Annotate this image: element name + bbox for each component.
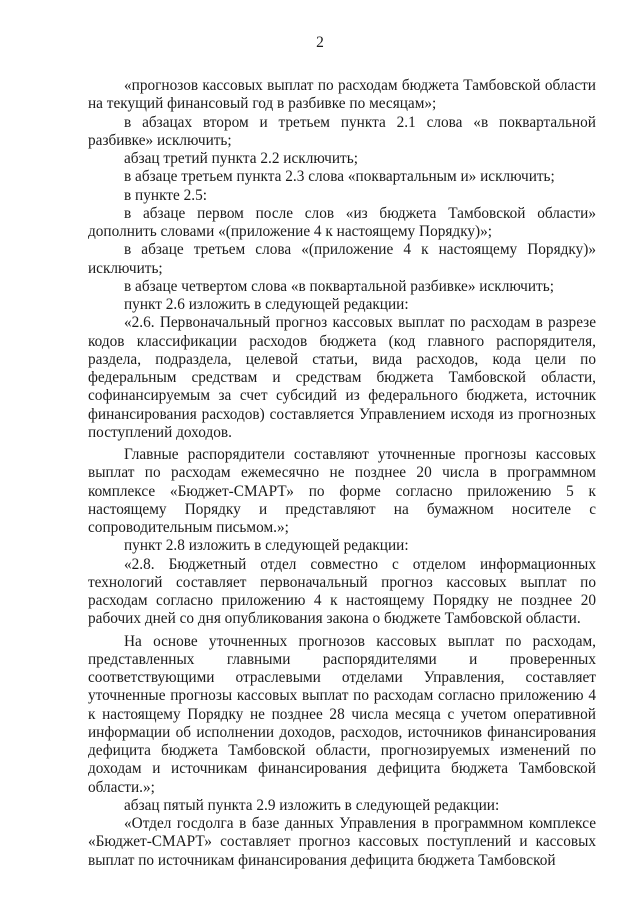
paragraph: На основе уточненных прогнозов кассовых выплат по расходам, представленных главными распорядителями и проверенных соответствующими отраслевыми отделами Управления, составляет уточненные прогнозы кассовых выплат по расходам согласно приложению 4 к настоящему Порядку не позднее 28 числа месяца с учетом оперативной информации об исполнении доходов, расходов, источников финансирования дефицита бюджета Тамбовской области, прогнозируемых изменений по доходам и источникам финансирования дефицита бюджета Тамбовской области.»; bbox=[88, 632, 596, 796]
paragraph: в абзаце третьем пункта 2.3 слова «поквартальным и» исключить; bbox=[124, 168, 555, 186]
paragraph: в абзацах втором и третьем пункта 2.1 слова «в поквартальной разбивке» исключить; bbox=[88, 113, 596, 149]
paragraph: Главные распорядители составляют уточненные прогнозы кассовых выплат по расходам ежемесячно не позднее 20 числа в программном комплексе «Бюджет-СМАРТ» по форме согласно приложению 5 к настоящему Порядку и представляют на бумажном носителе с сопроводительным письмом.»; bbox=[88, 446, 596, 536]
paragraph: в абзаце третьем слова «(приложение 4 к настоящему Порядку)» исключить; bbox=[88, 241, 596, 277]
paragraph: «прогнозов кассовых выплат по расходам бюджета Тамбовской области на текущий финансовый год в разбивке по месяцам»; bbox=[88, 77, 596, 113]
document-body bbox=[88, 77, 596, 870]
page-number: 2 bbox=[316, 34, 324, 51]
paragraph: пункт 2.8 изложить в следующей редакции: bbox=[124, 537, 409, 555]
paragraph: «2.8. Бюджетный отдел совместно с отделом информационных технологий составляет первоначальный прогноз кассовых выплат по расходам согласно приложению 4 к настоящему Порядку не позднее 20 рабочих дней со дня опубликования закона о бюджете Тамбовской области. bbox=[88, 555, 596, 628]
paragraph: абзац пятый пункта 2.9 изложить в следующей редакции: bbox=[124, 796, 500, 814]
paragraph: в абзаце четвертом слова «в поквартальной разбивке» исключить; bbox=[124, 277, 554, 295]
paragraph: «Отдел госдолга в базе данных Управления в программном комплексе «Бюджет-СМАРТ» составляет прогноз кассовых поступлений и кассовых выплат по источникам финансирования дефицита бюджета Тамбовской bbox=[88, 815, 596, 869]
paragraph: в абзаце первом после слов «из бюджета Тамбовской области» дополнить словами «(приложение 4 к настоящему Порядку)»; bbox=[88, 204, 596, 240]
paragraph: «2.6. Первоначальный прогноз кассовых выплат по расходам в разрезе кодов классификации расходов бюджета (код главного распорядителя, раздела, подраздела, целевой статьи, вида расходов, кода цели по федеральным средствам и средствам бюджета Тамбовской области, софинансируемым за счет субсидий из федерального бюджета, источник финансирования расходов) составляется Управлением исходя из прогнозных поступлений доходов. bbox=[88, 314, 596, 441]
paragraph: пункт 2.6 изложить в следующей редакции: bbox=[124, 296, 409, 313]
paragraph: абзац третий пункта 2.2 исключить; bbox=[124, 150, 358, 167]
paragraph: в пункте 2.5: bbox=[124, 186, 207, 204]
